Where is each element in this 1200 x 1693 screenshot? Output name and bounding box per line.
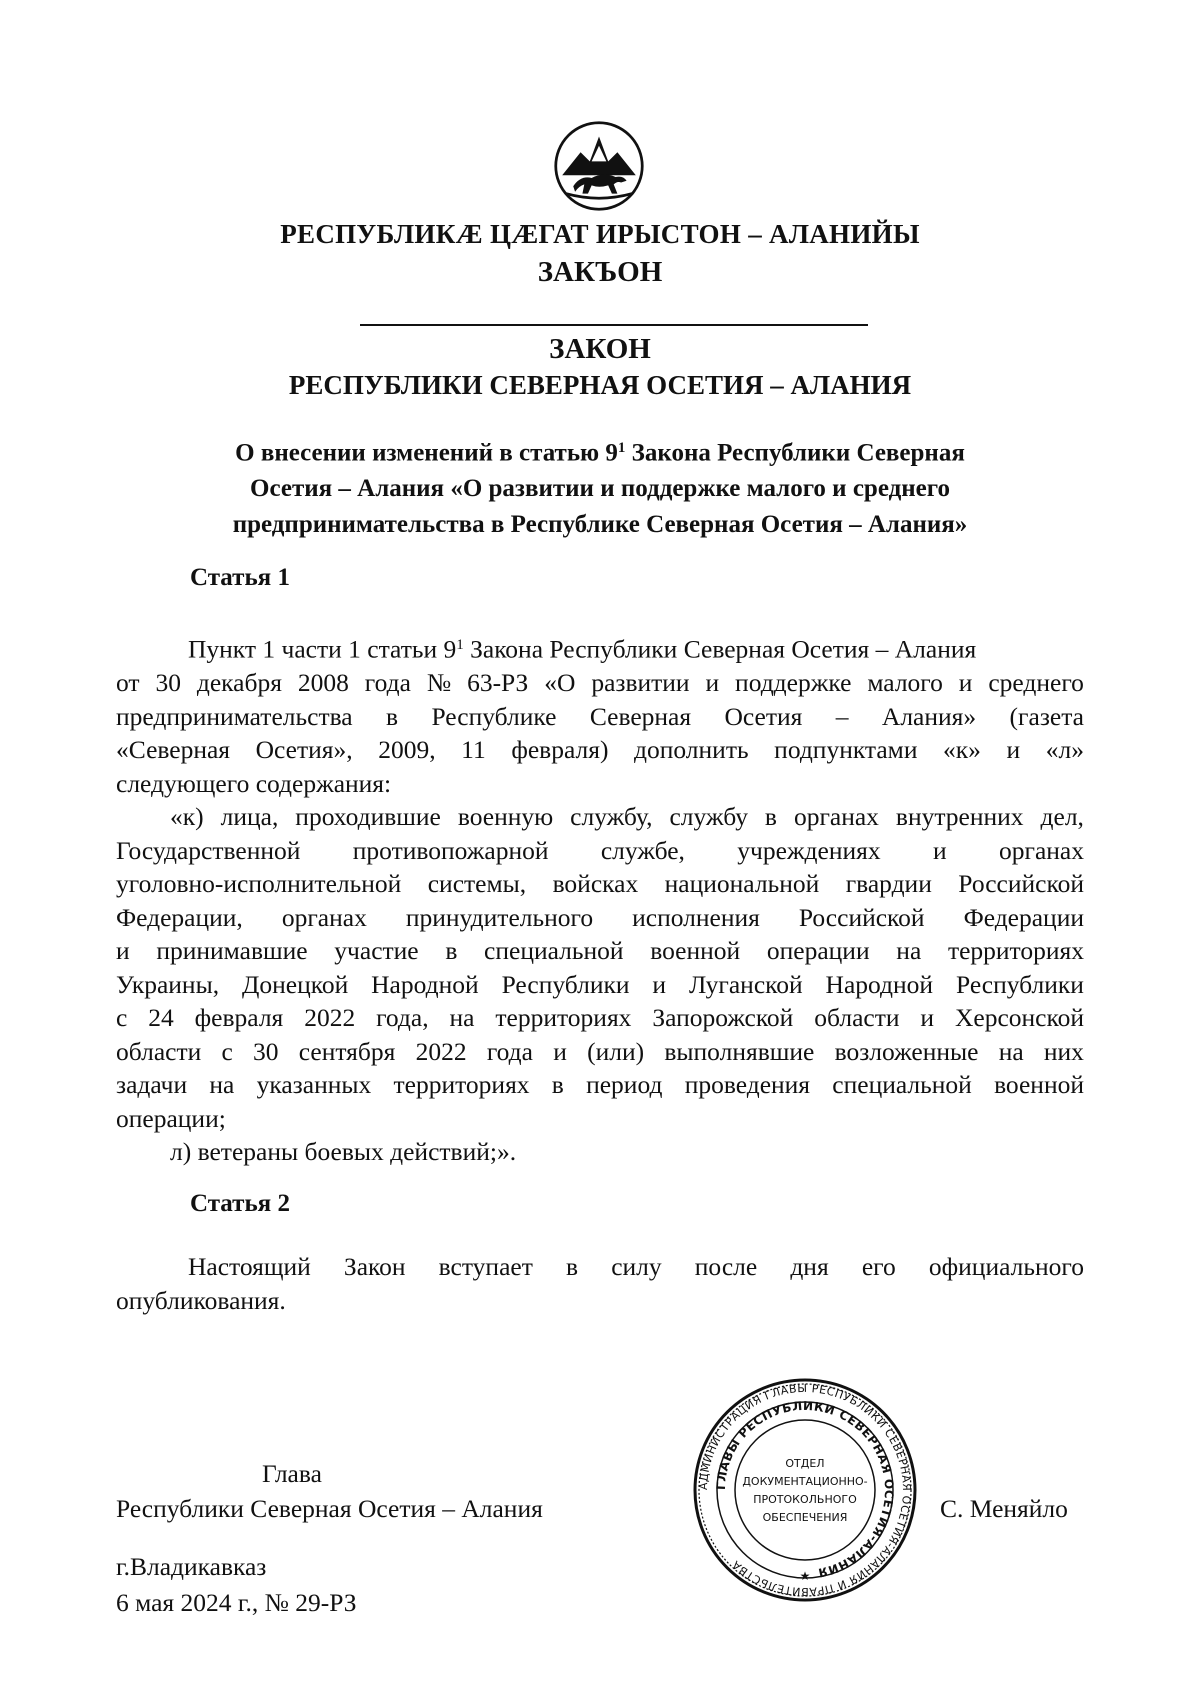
official-seal-icon — [690, 1375, 920, 1605]
word: 2008 — [297, 668, 349, 697]
word: Российской — [958, 869, 1084, 898]
word: территориях — [947, 936, 1084, 965]
word: военной — [994, 1070, 1084, 1099]
subitem-k-line — [116, 934, 1084, 968]
word: Федерации — [963, 902, 1084, 932]
article2-line — [116, 1250, 1084, 1284]
word: службу, — [570, 802, 653, 831]
word: 30 — [253, 1036, 279, 1066]
word: подпунктами — [774, 735, 918, 764]
signatory-name: С. Меняйло — [940, 1494, 1068, 1523]
law-date-number: 6 мая 2024 г., № 29-РЗ — [116, 1588, 357, 1617]
word: Государственной — [116, 835, 301, 865]
word: Алания» — [881, 701, 977, 731]
word: выполнявшие — [664, 1036, 815, 1066]
word: и — [958, 668, 973, 697]
law-title-line1 — [150, 429, 1050, 471]
word: Луганской — [688, 969, 803, 999]
word: малого — [867, 668, 943, 697]
text-run — [188, 628, 976, 666]
word: после — [694, 1252, 758, 1281]
word: учреждениях — [737, 835, 881, 865]
subitem-l-line: л) ветераны боевых действий;». — [170, 1137, 517, 1166]
subitem-k-line: операции; — [116, 1103, 226, 1133]
word: указанных — [256, 1070, 372, 1099]
word: принимавшие — [156, 936, 308, 965]
word: Республики — [501, 969, 630, 999]
subitem-k-line — [116, 834, 1084, 868]
article1-line — [116, 700, 1084, 734]
subitem-k-line — [116, 1035, 1084, 1069]
word: в — [551, 1070, 564, 1099]
word: «л» — [1045, 735, 1084, 764]
word: Российской — [798, 902, 925, 932]
word: Народной — [825, 969, 934, 999]
subitem-k-line — [116, 901, 1084, 935]
subitem-k-line — [116, 867, 1084, 901]
word: на — [896, 936, 922, 965]
ossetian-header-line1: РЕСПУБЛИКӔ ЦӔГАТ ИРЫСТОН – АЛАНИЙЫ — [280, 219, 920, 249]
word: с — [116, 1003, 128, 1032]
word: внутренних — [895, 802, 1024, 831]
word: участие — [334, 936, 419, 965]
word: задачи — [116, 1070, 188, 1099]
svg-text:ДОКУМЕНТАЦИОННО-: ДОКУМЕНТАЦИОННО- — [742, 1475, 868, 1488]
text-run: Закона Республики Северная Осетия – Алания — [463, 634, 977, 664]
word: декабря — [196, 668, 282, 697]
word: «к) — [170, 802, 204, 831]
word: (или) — [587, 1036, 645, 1066]
word: системы, — [427, 869, 527, 898]
word: на — [209, 1070, 235, 1099]
svg-text:★: ★ — [799, 1569, 811, 1583]
word: в — [764, 802, 777, 831]
word: период — [586, 1070, 663, 1099]
word: Республики — [955, 969, 1084, 999]
word: и — [553, 1036, 567, 1066]
article2-heading: Статья 2 — [190, 1190, 290, 1217]
subitem-k-line — [116, 1001, 1084, 1035]
signing-place: г.Владикавказ — [116, 1552, 267, 1581]
word: Осетия», — [255, 735, 353, 764]
word: Запорожской — [652, 1003, 794, 1032]
word: 2009, — [378, 735, 436, 764]
word: Украины, — [116, 969, 220, 999]
svg-text:АДМИНИСТРАЦИЯ ГЛАВЫ РЕСПУБЛИКИ: АДМИНИСТРАЦИЯ ГЛАВЫ РЕСПУБЛИКИ СЕВЕРНАЯ ОСЕТИЯ-АЛАНИЯ И ПРАВИТЕЛЬСТВА — [696, 1381, 914, 1599]
word: и — [920, 1003, 935, 1032]
word: «Северная — [116, 735, 231, 764]
title-text: Закона Республики Северная — [625, 439, 965, 467]
header-divider — [360, 324, 868, 326]
word: среднего — [988, 668, 1084, 697]
word: и — [652, 969, 667, 999]
word: сентября — [298, 1036, 396, 1066]
word: № — [426, 668, 452, 697]
word: исполнения — [632, 902, 760, 932]
word: 11 — [461, 735, 486, 764]
word: февраля) — [511, 735, 609, 764]
word: дня — [790, 1252, 829, 1281]
word: военную — [457, 802, 554, 831]
word: Настоящий — [188, 1252, 311, 1281]
article1-line — [116, 666, 1084, 700]
word: 2022 — [304, 1003, 356, 1032]
word: принудительного — [405, 902, 594, 932]
russian-header-line2: РЕСПУБЛИКИ СЕВЕРНАЯ ОСЕТИЯ – АЛАНИЯ — [288, 370, 912, 400]
article2-line: опубликования. — [116, 1285, 286, 1315]
word: операции — [766, 936, 870, 965]
word: и — [932, 835, 947, 865]
subitem-k-line — [116, 1068, 1084, 1102]
article1-line — [116, 733, 1084, 767]
word: с — [221, 1036, 233, 1066]
svg-text:ОТДЕЛ: ОТДЕЛ — [785, 1457, 825, 1470]
word: Республике — [431, 701, 557, 731]
article1-line — [116, 628, 1084, 666]
word: на — [449, 1003, 475, 1032]
word: развитии — [591, 668, 690, 697]
text-run: Пункт 1 части 1 статьи 9 — [188, 634, 457, 664]
word: территориях — [393, 1070, 530, 1099]
word: в — [445, 936, 458, 965]
word: проведения — [684, 1070, 811, 1099]
word: «О — [544, 668, 576, 697]
word: органах — [793, 802, 879, 831]
word: в — [566, 1252, 579, 1281]
word: «к» — [943, 735, 981, 764]
ossetian-header-line2: ЗАКЪОН — [537, 256, 663, 288]
word: территориях — [495, 1003, 632, 1032]
word: на — [998, 1036, 1024, 1066]
word: Закон — [343, 1252, 406, 1281]
signatory-organization: Республики Северная Осетия – Алания — [116, 1494, 543, 1523]
word: и — [1006, 735, 1021, 764]
word: (газета — [1009, 701, 1084, 731]
word: года — [486, 1036, 533, 1066]
article1-line: следующего содержания: — [116, 768, 392, 798]
word: официального — [928, 1252, 1084, 1281]
word: органах — [999, 835, 1084, 865]
word: специальной — [832, 1070, 972, 1099]
title-superscript: 1 — [617, 440, 626, 456]
svg-text:ГЛАВЫ РЕСПУБЛИКИ СЕВЕРНАЯ ОСЕТ: ГЛАВЫ РЕСПУБЛИКИ СЕВЕРНАЯ ОСЕТИЯ-АЛАНИЯ — [713, 1398, 897, 1580]
word: национальной — [664, 869, 820, 898]
word: 2022 — [415, 1036, 467, 1066]
word: поддержке — [735, 668, 852, 697]
word: них — [1043, 1036, 1084, 1066]
word: года — [364, 668, 411, 697]
word: проходившие — [295, 802, 441, 831]
law-title-line2: Осетия – Алания «О развитии и поддержке малого и среднего — [250, 475, 950, 503]
word: 24 — [148, 1003, 174, 1032]
article1-body — [116, 628, 1084, 1169]
word: органах — [281, 902, 367, 932]
word: специальной — [484, 936, 624, 965]
word: Донецкой — [241, 969, 349, 999]
word: от — [116, 668, 140, 697]
coat-of-arms-icon — [553, 120, 645, 212]
law-title-line3: предпринимательства в Республике Северная Осетия – Алания» — [232, 511, 968, 539]
russian-header-line1: ЗАКОН — [549, 333, 651, 365]
word: военной — [650, 936, 741, 965]
word: года, — [376, 1003, 429, 1032]
word: области — [814, 1003, 900, 1032]
superscript: 1 — [456, 637, 464, 653]
svg-text:ОБЕСПЕЧЕНИЯ: ОБЕСПЕЧЕНИЯ — [762, 1511, 848, 1524]
word: уголовно-исполнительной — [116, 869, 402, 898]
word: февраля — [194, 1003, 284, 1032]
word: Федерации, — [116, 902, 243, 932]
word: Осетия — [724, 701, 803, 731]
subitem-k-line — [116, 968, 1084, 1002]
word: в — [386, 701, 399, 731]
word: лица, — [220, 802, 279, 831]
word: дополнить — [634, 735, 749, 764]
word: противопожарной — [352, 835, 549, 865]
article2-body — [116, 1250, 1084, 1317]
word: возложенные — [834, 1036, 979, 1066]
word: и — [705, 668, 720, 697]
word: войсках — [552, 869, 639, 898]
word: – — [835, 701, 849, 731]
svg-text:ПРОТОКОЛЬНОГО: ПРОТОКОЛЬНОГО — [753, 1493, 857, 1506]
law-title — [150, 429, 1050, 543]
word: службу — [669, 802, 748, 831]
word: 63-РЗ — [467, 668, 529, 697]
title-text: О внесении изменений в статью 9 — [235, 439, 618, 467]
word: Херсонской — [954, 1003, 1084, 1032]
article1-heading: Статья 1 — [190, 564, 290, 591]
word: силу — [611, 1252, 662, 1281]
word: вступает — [438, 1252, 533, 1281]
word: 30 — [155, 668, 181, 697]
word: Северная — [589, 701, 692, 731]
word: Народной — [371, 969, 479, 999]
signatory-title: Глава — [262, 1459, 322, 1488]
word: службе, — [600, 835, 685, 865]
word: предпринимательства — [116, 701, 353, 731]
subitem-k-line — [116, 800, 1084, 834]
word: и — [116, 936, 130, 965]
word: дел, — [1040, 802, 1084, 831]
word: гвардии — [845, 869, 932, 898]
word: его — [861, 1252, 896, 1281]
word: области — [116, 1036, 202, 1066]
